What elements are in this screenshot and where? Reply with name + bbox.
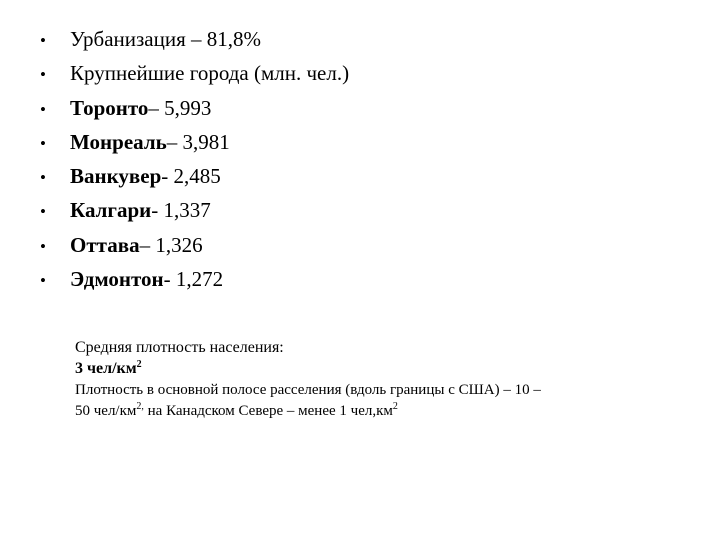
city-population: - 1,272	[163, 267, 224, 292]
item-text: Крупнейшие города (млн. чел.)	[70, 61, 350, 86]
density-note-part2: на Канадском Севере – менее 1 чел,км	[143, 402, 393, 419]
bullet-icon: •	[40, 236, 46, 256]
density-value-sup: 2	[136, 359, 142, 370]
density-heading: Средняя плотность населения:	[75, 339, 284, 356]
bullet-icon: •	[40, 168, 46, 188]
city-name: Оттава	[70, 232, 140, 257]
bullet-icon: •	[40, 271, 46, 291]
density-note-sup2: 2	[392, 400, 398, 412]
density-note-part1: Плотность в основной полосе расселения (вдоль границы с США) – 10 – 50 чел/км	[75, 382, 541, 419]
list-item-calgary	[40, 193, 349, 227]
item-text: Урбанизация – 81,8%	[70, 27, 261, 51]
bullet-icon: •	[40, 99, 46, 119]
bullet-icon: •	[40, 202, 46, 222]
list-item-toronto	[40, 91, 349, 125]
list-item-largest-cities	[40, 56, 349, 90]
city-name: Торонто	[70, 95, 149, 120]
list-item-urbanization	[40, 22, 349, 56]
density-block	[75, 338, 555, 421]
density-value-text: 3 чел/км	[75, 360, 137, 377]
bullet-icon: •	[40, 133, 46, 153]
list-item-vancouver	[40, 159, 349, 193]
bullet-icon: •	[40, 31, 46, 50]
city-list	[40, 22, 349, 296]
city-population: – 1,326	[139, 232, 203, 257]
city-population: – 3,981	[166, 129, 230, 154]
city-population: - 1,337	[151, 198, 211, 223]
city-name: Ванкувер	[70, 164, 162, 189]
density-note-sup1: 2,	[136, 400, 144, 412]
city-name: Эдмонтон	[70, 267, 164, 292]
city-name: Монреаль	[70, 129, 167, 154]
city-population: - 2,485	[161, 164, 221, 189]
list-item-edmonton	[40, 262, 349, 296]
city-name: Калгари	[70, 198, 152, 223]
city-population: – 5,993	[148, 95, 212, 120]
bullet-icon: •	[40, 65, 46, 85]
density-note	[75, 380, 555, 421]
list-item-ottawa	[40, 228, 349, 262]
density-value	[75, 358, 555, 380]
list-item-montreal	[40, 125, 349, 159]
